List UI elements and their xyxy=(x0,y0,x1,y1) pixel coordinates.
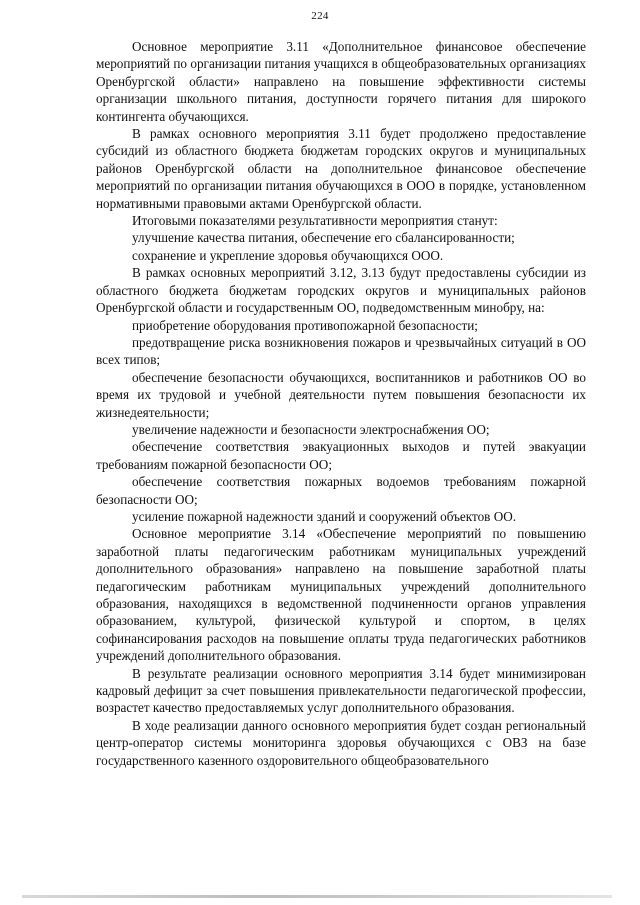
document-body xyxy=(96,38,586,769)
list-item: усиление пожарной надежности зданий и сооружений объектов ОО. xyxy=(132,508,517,524)
list-item: предотвращение риска возникновения пожаров и чрезвычайных ситуаций в ОО всех типов; xyxy=(96,334,586,368)
paragraph: Основное мероприятие 3.11 «Дополнительное финансовое обеспечение мероприятий по организации питания учащихся в общеобразовательных организациях Оренбургской области» направлено на повышение эффективности системы организации школьного питания, доступности горячего питания для широкого контингента обучающихся. xyxy=(96,39,586,124)
list-item: улучшение качества питания, обеспечение его сбалансированности; xyxy=(132,230,515,246)
paragraph: В результате реализации основного мероприятия 3.14 будет минимизирован кадровый дефицит за счет повышения привлекательности педагогической профессии, возрастет качество предоставляемых услуг дополнительного образования. xyxy=(96,665,586,716)
paragraph: В рамках основных мероприятий 3.12, 3.13 будут предоставлены субсидии из областного бюджета бюджетам городских округов и муниципальных районов Оренбургской области и государственным ОО, подведомственным минобру, на: xyxy=(96,265,586,316)
paragraph: В рамках основного мероприятия 3.11 будет продолжено предоставление субсидий из областного бюджета бюджетам городских округов и муниципальных районов Оренбургской области на дополнительное финансовое обеспечение мероприятий по организации питания обучающихся в ООО в порядке, установленном нормативными правовыми актами Оренбургской области. xyxy=(96,126,586,211)
page-number: 224 xyxy=(311,10,329,22)
paragraph: В ходе реализации данного основного мероприятия будет создан региональный центр-оператор системы мониторинга здоровья обучающихся с ОВЗ на базе государственного казенного оздоровительного общеобразовательного xyxy=(96,717,586,768)
list-item: обеспечение безопасности обучающихся, воспитанников и работников ОО во время их трудовой и учебной деятельности путем повышения безопасности их жизнедеятельности; xyxy=(96,369,586,420)
list-item: обеспечение соответствия пожарных водоемов требованиям пожарной безопасности ОО; xyxy=(96,474,586,507)
list-item: приобретение оборудования противопожарной безопасности; xyxy=(132,317,478,333)
list-item: сохранение и укрепление здоровья обучающихся ООО. xyxy=(132,247,444,263)
scan-edge-shadow xyxy=(22,895,612,898)
paragraph: Основное мероприятие 3.14 «Обеспечение мероприятий по повышению заработной платы педагогическим работникам муниципальных учреждений дополнительного образования» направлено на повышение заработной платы педагогическим работникам муниципальных учреждений дополнительного образования, находящихся в ведомственной подчиненности органов управления образованием, культурой, физической культурой и спортом, в целях софинансирования расходов на повышение оплаты труда педагогических работников учреждений дополнительного образования. xyxy=(96,526,586,664)
list-item: увеличение надежности и безопасности электроснабжения ОО; xyxy=(132,421,490,437)
paragraph: Итоговыми показателями результативности мероприятия станут: xyxy=(132,213,498,229)
list-item: обеспечение соответствия эвакуационных выходов и путей эвакуации требованиям пожарной безопасности ОО; xyxy=(96,439,586,472)
